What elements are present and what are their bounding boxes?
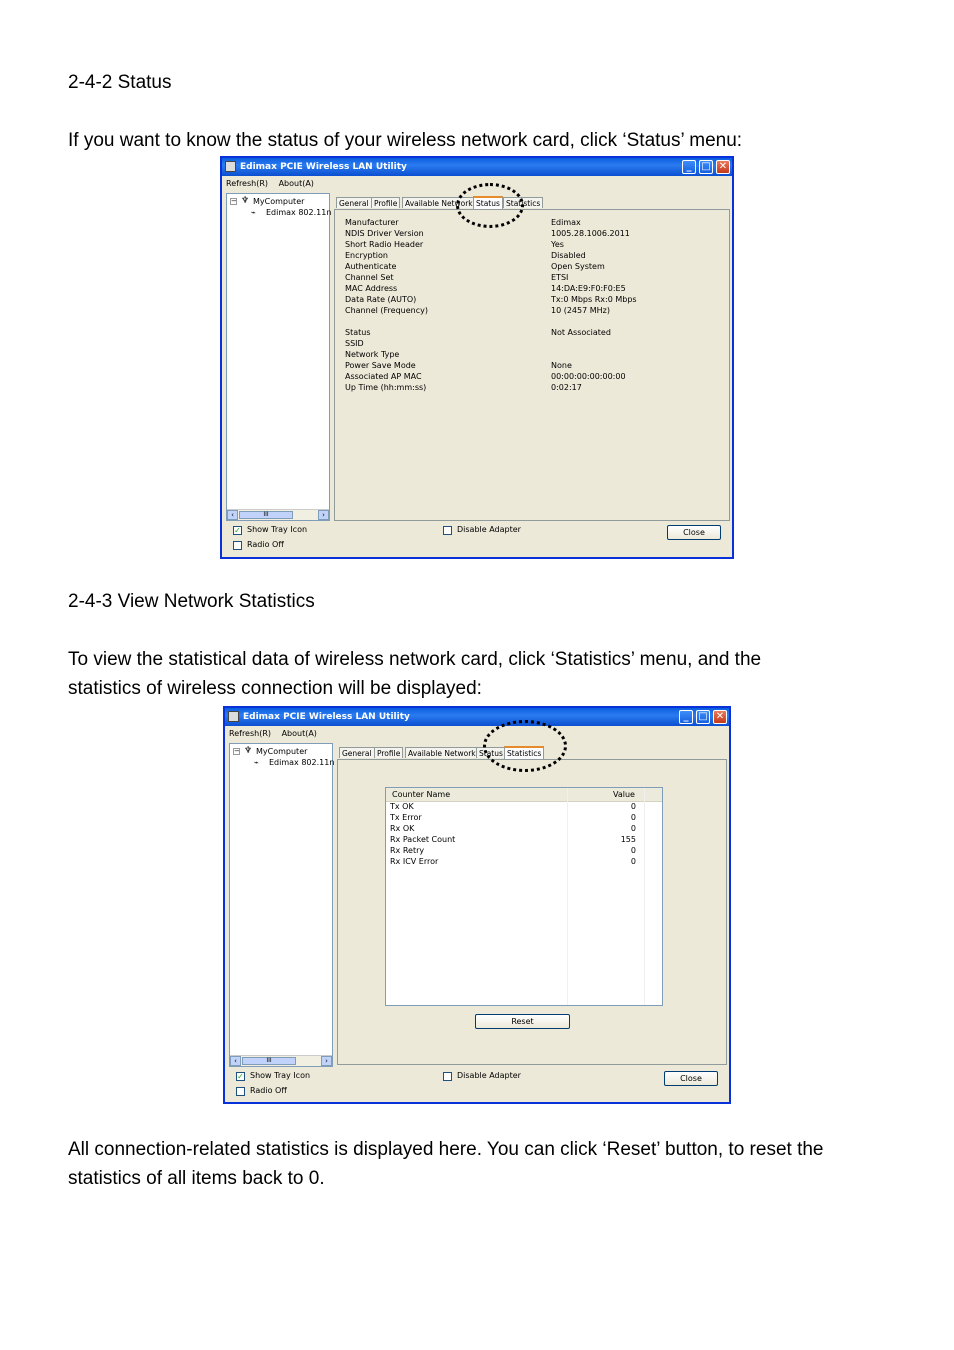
close-icon[interactable]: ✕ <box>713 710 727 724</box>
table-row-name: Tx OK <box>390 802 414 811</box>
title-bar <box>222 158 732 176</box>
table-header <box>386 788 662 802</box>
menu-refresh[interactable]: Refresh(R) <box>229 729 272 738</box>
tab-strip <box>336 196 556 208</box>
close-button[interactable]: Close <box>664 1071 718 1086</box>
disable-adapter-label: Disable Adapter <box>457 1071 521 1080</box>
tree-root[interactable]: MyComputer <box>253 197 305 206</box>
show-tray-icon-label: Show Tray Icon <box>250 1071 311 1080</box>
tab-available-network[interactable]: Available Network <box>405 747 479 758</box>
collapse-icon[interactable]: − <box>234 747 240 755</box>
window-title: Edimax PCIE Wireless LAN Utility <box>240 162 407 172</box>
tree-scrollbar[interactable] <box>230 1055 332 1066</box>
minimize-icon[interactable]: _ <box>682 160 696 174</box>
menu-refresh[interactable]: Refresh(R) <box>226 179 269 188</box>
heading-statistics: 2-4-3 View Network Statistics <box>68 591 315 612</box>
status-label: SSID <box>345 339 364 348</box>
statistics-panel <box>337 759 727 1065</box>
reset-button[interactable]: Reset <box>475 1014 570 1029</box>
computer-icon: ♆ <box>241 196 250 206</box>
radio-off-checkbox[interactable] <box>236 1087 245 1096</box>
menu-about[interactable]: About(A) <box>278 179 314 188</box>
tree-adapter[interactable]: Edimax 802.11n <box>269 758 335 767</box>
adapter-icon: ⌁ <box>254 758 259 767</box>
status-label: Up Time (hh:mm:ss) <box>345 383 427 392</box>
tab-profile[interactable]: Profile <box>371 197 400 208</box>
adapter-icon: ⌁ <box>251 208 256 217</box>
status-value: None <box>551 361 572 370</box>
maximize-icon[interactable]: □ <box>699 160 713 174</box>
menu-bar <box>225 727 729 740</box>
tab-profile[interactable]: Profile <box>374 747 403 758</box>
status-label: Status <box>345 328 371 337</box>
scroll-right-icon[interactable]: › <box>318 510 329 520</box>
menu-about[interactable]: About(A) <box>281 729 317 738</box>
window-title: Edimax PCIE Wireless LAN Utility <box>243 712 410 722</box>
status-value: 14:DA:E9:F0:F0:E5 <box>551 284 626 293</box>
table-row-value: 0 <box>630 846 636 855</box>
title-bar <box>225 708 729 726</box>
status-label: Power Save Mode <box>345 361 416 370</box>
radio-off-label: Radio Off <box>250 1086 287 1095</box>
collapse-icon[interactable]: − <box>231 197 237 205</box>
tab-statistics[interactable]: Statistics <box>503 197 543 208</box>
tab-general[interactable]: General <box>339 747 375 758</box>
column-value[interactable]: Value <box>613 790 635 799</box>
tree-scrollbar[interactable] <box>227 509 329 520</box>
status-value: Tx:0 Mbps Rx:0 Mbps <box>551 295 637 304</box>
show-tray-icon-label: Show Tray Icon <box>247 525 308 534</box>
status-label: Short Radio Header <box>345 240 424 249</box>
tab-status[interactable]: Status <box>473 196 503 209</box>
status-value: Not Associated <box>551 328 611 337</box>
status-label: Channel (Frequency) <box>345 306 428 315</box>
table-row-value: 155 <box>620 835 636 844</box>
status-label: Network Type <box>345 350 400 359</box>
disable-adapter-label: Disable Adapter <box>457 525 521 534</box>
table-row-name: Rx Packet Count <box>390 835 456 844</box>
radio-off-checkbox[interactable] <box>233 541 242 550</box>
scroll-left-icon[interactable]: ‹ <box>230 1056 241 1066</box>
show-tray-icon-checkbox[interactable]: ✓ <box>237 1072 244 1081</box>
status-value: 00:00:00:00:00:00 <box>551 372 626 381</box>
status-value: Open System <box>551 262 605 271</box>
minimize-icon[interactable]: _ <box>679 710 693 724</box>
status-label: Data Rate (AUTO) <box>345 295 417 304</box>
tab-general[interactable]: General <box>336 197 372 208</box>
status-label: NDIS Driver Version <box>345 229 424 238</box>
tab-status[interactable]: Status <box>476 747 506 758</box>
status-label: MAC Address <box>345 284 398 293</box>
show-tray-icon-checkbox[interactable]: ✓ <box>234 526 241 535</box>
table-row-value: 0 <box>630 824 636 833</box>
table-row-value: 0 <box>630 857 636 866</box>
disable-adapter-checkbox[interactable] <box>443 1072 452 1081</box>
disable-adapter-checkbox[interactable] <box>443 526 452 535</box>
table-row-name: Rx OK <box>390 824 415 833</box>
status-value: Disabled <box>551 251 586 260</box>
paragraph-statistics-2: statistics of wireless connection will be displayed: <box>68 678 482 699</box>
scroll-left-icon[interactable]: ‹ <box>227 510 238 520</box>
close-button[interactable]: Close <box>667 525 721 540</box>
tree-root[interactable]: MyComputer <box>256 747 308 756</box>
status-label: Associated AP MAC <box>345 372 422 381</box>
close-icon[interactable]: ✕ <box>716 160 730 174</box>
statistics-window <box>223 706 731 1104</box>
table-row-name: Tx Error <box>390 813 422 822</box>
scroll-thumb[interactable]: III <box>239 511 293 519</box>
table-row-name: Rx ICV Error <box>390 857 439 866</box>
app-icon <box>225 161 236 172</box>
status-label: Channel Set <box>345 273 394 282</box>
heading-status: 2-4-2 Status <box>68 72 172 93</box>
device-tree <box>226 193 330 521</box>
app-icon <box>228 711 239 722</box>
status-label: Authenticate <box>345 262 397 271</box>
status-label: Encryption <box>345 251 388 260</box>
column-divider <box>644 788 645 1005</box>
status-value: Edimax <box>551 218 581 227</box>
table-row-name: Rx Retry <box>390 846 425 855</box>
column-counter-name[interactable]: Counter Name <box>392 790 451 799</box>
paragraph-reset-1: All connection-related statistics is displayed here. You can click ‘Reset’ button, to reset the <box>68 1139 824 1160</box>
column-divider <box>567 788 568 1005</box>
status-value: Yes <box>551 240 564 249</box>
status-window <box>220 156 734 559</box>
scroll-thumb[interactable]: III <box>242 1057 296 1065</box>
tab-strip <box>339 746 559 758</box>
maximize-icon[interactable]: □ <box>696 710 710 724</box>
status-value: 0:02:17 <box>551 383 582 392</box>
status-value: 1005.28.1006.2011 <box>551 229 630 238</box>
paragraph-statistics-1: To view the statistical data of wireless network card, click ‘Statistics’ menu, and the <box>68 649 762 670</box>
paragraph-status: If you want to know the status of your wireless network card, click ‘Status’ menu: <box>68 130 743 151</box>
menu-bar <box>222 177 732 190</box>
paragraph-reset-2: statistics of all items back to 0. <box>68 1168 325 1189</box>
status-value: 10 (2457 MHz) <box>551 306 610 315</box>
tab-statistics[interactable]: Statistics <box>504 746 544 759</box>
status-label: Manufacturer <box>345 218 399 227</box>
table-row-value: 0 <box>630 813 636 822</box>
tree-adapter[interactable]: Edimax 802.11n <box>266 208 332 217</box>
status-value: ETSI <box>551 273 569 282</box>
radio-off-label: Radio Off <box>247 540 284 549</box>
statistics-table <box>385 787 663 1006</box>
status-panel <box>334 209 730 521</box>
computer-icon: ♆ <box>244 746 253 756</box>
table-row-value: 0 <box>630 802 636 811</box>
scroll-right-icon[interactable]: › <box>321 1056 332 1066</box>
device-tree <box>229 743 333 1067</box>
tab-available-network[interactable]: Available Network <box>402 197 476 208</box>
